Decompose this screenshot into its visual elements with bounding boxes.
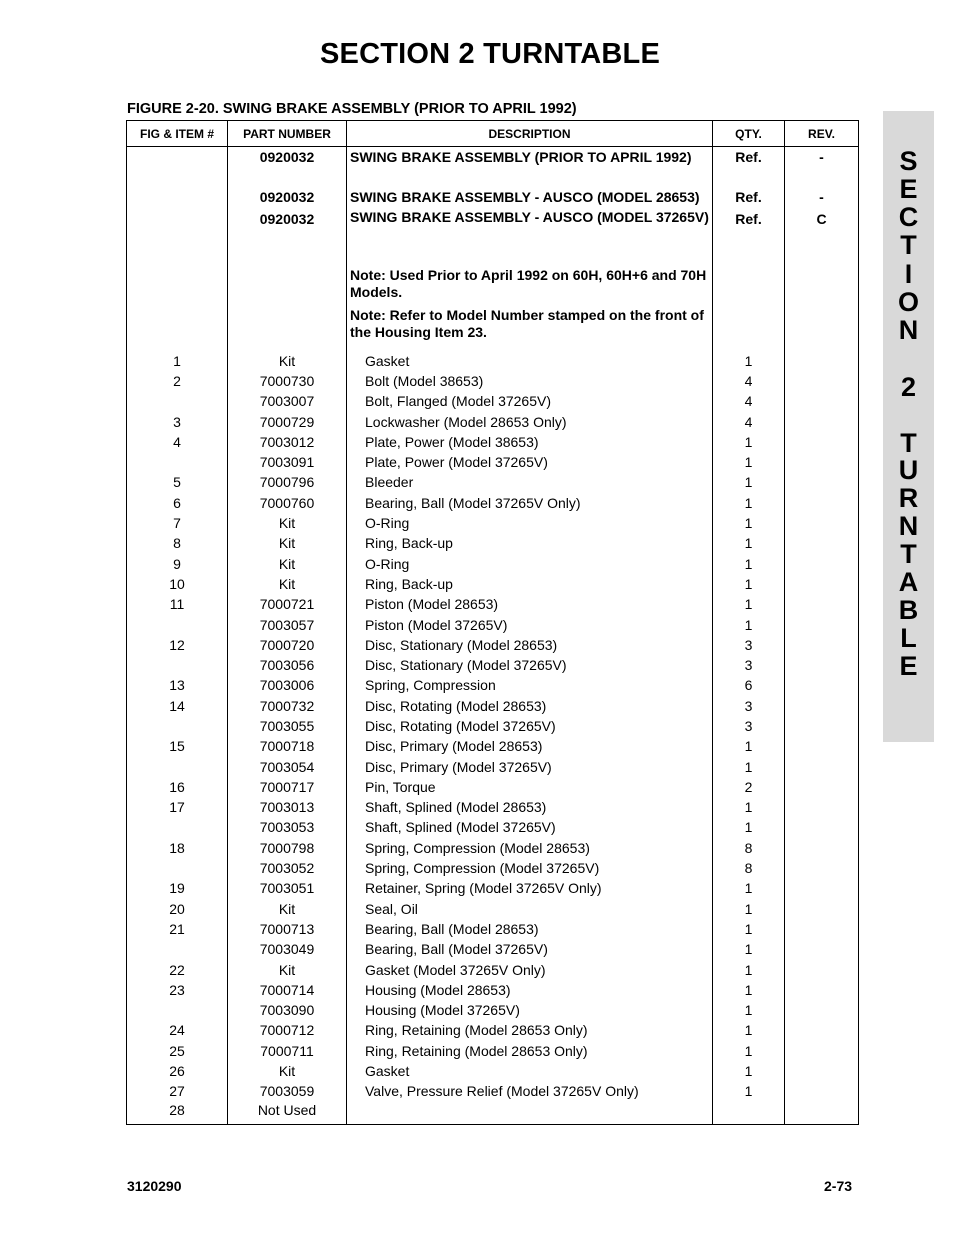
empty-cell bbox=[785, 305, 859, 351]
side-tab-letter: B bbox=[898, 595, 919, 625]
side-tab-letter: T bbox=[900, 539, 917, 569]
cell-part: 7000711 bbox=[228, 1041, 347, 1061]
cell-rev bbox=[785, 615, 859, 635]
table-row bbox=[127, 960, 859, 980]
cell-desc: Pin, Torque bbox=[347, 777, 713, 797]
cell-rev bbox=[785, 351, 859, 371]
cell-part: 7003049 bbox=[228, 940, 347, 960]
table-row bbox=[127, 980, 859, 1000]
cell-rev bbox=[785, 696, 859, 716]
table-row bbox=[127, 1001, 859, 1021]
cell-desc: Ring, Back-up bbox=[347, 574, 713, 594]
cell-part: 0920032 bbox=[228, 187, 347, 209]
cell-rev bbox=[785, 574, 859, 594]
cell-rev bbox=[785, 1021, 859, 1041]
cell-qty: 1 bbox=[713, 351, 785, 371]
cell-qty: 1 bbox=[713, 432, 785, 452]
cell-desc: Disc, Rotating (Model 37265V) bbox=[347, 716, 713, 736]
cell-desc: Bearing, Ball (Model 37265V) bbox=[347, 940, 713, 960]
table-row bbox=[127, 716, 859, 736]
cell-fig: 11 bbox=[127, 595, 228, 615]
cell-qty: 4 bbox=[713, 392, 785, 412]
side-tab-letter: N bbox=[898, 315, 919, 345]
cell-desc: Piston (Model 37265V) bbox=[347, 615, 713, 635]
table-row bbox=[127, 371, 859, 391]
cell-part: 7000718 bbox=[228, 737, 347, 757]
cell-fig: 6 bbox=[127, 493, 228, 513]
cell-qty: 1 bbox=[713, 960, 785, 980]
note-text: Note: Refer to Model Number stamped on the front of the Housing Item 23. bbox=[347, 305, 713, 351]
cell-fig: 9 bbox=[127, 554, 228, 574]
cell-rev bbox=[785, 980, 859, 1000]
cell-qty: 1 bbox=[713, 1001, 785, 1021]
cell-rev bbox=[785, 1001, 859, 1021]
cell-part: Not Used bbox=[228, 1102, 347, 1125]
cell-qty: 1 bbox=[713, 1082, 785, 1102]
table-row bbox=[127, 899, 859, 919]
cell-desc: Gasket bbox=[347, 351, 713, 371]
section-side-tab bbox=[883, 111, 934, 742]
cell-part: 7000721 bbox=[228, 595, 347, 615]
cell-rev bbox=[785, 595, 859, 615]
cell-part: 7000720 bbox=[228, 635, 347, 655]
cell-fig: 15 bbox=[127, 737, 228, 757]
table-row bbox=[127, 187, 859, 209]
cell-part: 7003007 bbox=[228, 392, 347, 412]
table-row bbox=[127, 879, 859, 899]
cell-qty: 1 bbox=[713, 1021, 785, 1041]
side-tab-letter: A bbox=[898, 567, 919, 597]
cell-rev bbox=[785, 818, 859, 838]
cell-part: Kit bbox=[228, 574, 347, 594]
cell-desc: Bolt, Flanged (Model 37265V) bbox=[347, 392, 713, 412]
cell-rev bbox=[785, 777, 859, 797]
cell-rev bbox=[785, 554, 859, 574]
cell-fig bbox=[127, 209, 228, 265]
cell-fig: 25 bbox=[127, 1041, 228, 1061]
cell-qty: 1 bbox=[713, 798, 785, 818]
table-row bbox=[127, 757, 859, 777]
cell-rev: C bbox=[785, 209, 859, 265]
cell-part: 7003052 bbox=[228, 858, 347, 878]
cell-qty: 8 bbox=[713, 838, 785, 858]
cell-part: Kit bbox=[228, 513, 347, 533]
cell-part: 7003090 bbox=[228, 1001, 347, 1021]
cell-part: 7003057 bbox=[228, 615, 347, 635]
side-tab-letter: U bbox=[898, 455, 919, 485]
cell-part: 7003056 bbox=[228, 655, 347, 675]
table-row bbox=[127, 554, 859, 574]
cell-rev bbox=[785, 798, 859, 818]
cell-qty: Ref. bbox=[713, 147, 785, 188]
empty-cell bbox=[785, 265, 859, 305]
empty-cell bbox=[713, 265, 785, 305]
cell-desc: SWING BRAKE ASSEMBLY - AUSCO (MODEL 37265V) bbox=[347, 209, 713, 265]
cell-fig: 21 bbox=[127, 919, 228, 939]
cell-fig: 16 bbox=[127, 777, 228, 797]
cell-rev bbox=[785, 1041, 859, 1061]
cell-qty: 1 bbox=[713, 737, 785, 757]
cell-fig: 4 bbox=[127, 432, 228, 452]
cell-fig bbox=[127, 147, 228, 188]
side-tab-letter: L bbox=[900, 623, 917, 653]
cell-part: 7003012 bbox=[228, 432, 347, 452]
cell-fig bbox=[127, 818, 228, 838]
cell-qty: 1 bbox=[713, 980, 785, 1000]
cell-desc: Housing (Model 37265V) bbox=[347, 1001, 713, 1021]
header-fig-item: FIG & ITEM # bbox=[127, 121, 228, 147]
document-number: 3120290 bbox=[127, 1178, 182, 1194]
side-tab-letter: E bbox=[899, 174, 918, 204]
table-row bbox=[127, 737, 859, 757]
cell-rev bbox=[785, 940, 859, 960]
table-row bbox=[127, 655, 859, 675]
side-tab-letter: E bbox=[899, 651, 918, 681]
table-row bbox=[127, 919, 859, 939]
cell-desc: Bearing, Ball (Model 28653) bbox=[347, 919, 713, 939]
table-row bbox=[127, 676, 859, 696]
cell-fig: 23 bbox=[127, 980, 228, 1000]
cell-desc: Seal, Oil bbox=[347, 899, 713, 919]
cell-desc: Gasket bbox=[347, 1061, 713, 1081]
cell-rev bbox=[785, 757, 859, 777]
table-row bbox=[127, 473, 859, 493]
cell-rev bbox=[785, 838, 859, 858]
cell-qty: 1 bbox=[713, 473, 785, 493]
cell-desc: Spring, Compression bbox=[347, 676, 713, 696]
cell-rev: - bbox=[785, 187, 859, 209]
cell-desc: O-Ring bbox=[347, 513, 713, 533]
page-number: 2-73 bbox=[824, 1178, 853, 1194]
cell-desc: SWING BRAKE ASSEMBLY - AUSCO (MODEL 28653) bbox=[347, 187, 713, 209]
empty-cell bbox=[127, 265, 228, 305]
cell-fig: 8 bbox=[127, 534, 228, 554]
cell-qty: 3 bbox=[713, 716, 785, 736]
cell-qty: 1 bbox=[713, 899, 785, 919]
cell-rev bbox=[785, 716, 859, 736]
cell-qty: 1 bbox=[713, 940, 785, 960]
cell-fig: 28 bbox=[127, 1102, 228, 1125]
cell-rev bbox=[785, 1061, 859, 1081]
cell-qty: 8 bbox=[713, 858, 785, 878]
cell-qty: 1 bbox=[713, 554, 785, 574]
cell-qty: 3 bbox=[713, 696, 785, 716]
table-row bbox=[127, 1082, 859, 1102]
table-row bbox=[127, 1061, 859, 1081]
cell-rev bbox=[785, 899, 859, 919]
cell-fig: 12 bbox=[127, 635, 228, 655]
cell-part: Kit bbox=[228, 899, 347, 919]
cell-rev bbox=[785, 1082, 859, 1102]
side-tab-letter: T bbox=[900, 230, 917, 260]
cell-fig: 5 bbox=[127, 473, 228, 493]
cell-qty: 1 bbox=[713, 513, 785, 533]
cell-desc: Piston (Model 28653) bbox=[347, 595, 713, 615]
figure-title: FIGURE 2-20. SWING BRAKE ASSEMBLY (PRIOR TO APRIL 1992) bbox=[127, 101, 577, 117]
cell-rev bbox=[785, 737, 859, 757]
empty-cell bbox=[228, 305, 347, 351]
cell-rev bbox=[785, 919, 859, 939]
cell-rev bbox=[785, 676, 859, 696]
cell-part: 7003051 bbox=[228, 879, 347, 899]
cell-part: Kit bbox=[228, 1061, 347, 1081]
table-row bbox=[127, 1021, 859, 1041]
table-row bbox=[127, 595, 859, 615]
cell-rev bbox=[785, 1102, 859, 1125]
note-row bbox=[127, 265, 859, 305]
cell-part: 7000729 bbox=[228, 412, 347, 432]
note-text: Note: Used Prior to April 1992 on 60H, 60H+6 and 70H Models. bbox=[347, 265, 713, 305]
cell-qty: Ref. bbox=[713, 187, 785, 209]
cell-qty: 1 bbox=[713, 757, 785, 777]
side-tab-letter: N bbox=[898, 511, 919, 541]
table-row bbox=[127, 493, 859, 513]
side-tab-letter: 2 bbox=[900, 372, 917, 402]
table-row bbox=[127, 777, 859, 797]
cell-rev bbox=[785, 534, 859, 554]
cell-fig: 10 bbox=[127, 574, 228, 594]
cell-fig: 7 bbox=[127, 513, 228, 533]
cell-desc: Gasket (Model 37265V Only) bbox=[347, 960, 713, 980]
cell-qty: 1 bbox=[713, 1061, 785, 1081]
cell-desc: Ring, Retaining (Model 28653 Only) bbox=[347, 1041, 713, 1061]
table-row bbox=[127, 838, 859, 858]
parts-table bbox=[126, 120, 859, 1125]
cell-fig bbox=[127, 1001, 228, 1021]
cell-rev bbox=[785, 655, 859, 675]
cell-qty: 1 bbox=[713, 493, 785, 513]
cell-desc: Housing (Model 28653) bbox=[347, 980, 713, 1000]
cell-rev bbox=[785, 371, 859, 391]
cell-rev bbox=[785, 513, 859, 533]
cell-rev bbox=[785, 960, 859, 980]
cell-desc: Spring, Compression (Model 28653) bbox=[347, 838, 713, 858]
side-tab-letter: C bbox=[898, 202, 919, 232]
cell-qty bbox=[713, 1102, 785, 1125]
cell-fig: 27 bbox=[127, 1082, 228, 1102]
cell-part: 7003006 bbox=[228, 676, 347, 696]
cell-fig: 13 bbox=[127, 676, 228, 696]
cell-fig bbox=[127, 392, 228, 412]
table-row bbox=[127, 1041, 859, 1061]
cell-desc: Bearing, Ball (Model 37265V Only) bbox=[347, 493, 713, 513]
cell-qty: 4 bbox=[713, 412, 785, 432]
table-row bbox=[127, 696, 859, 716]
cell-qty: 3 bbox=[713, 655, 785, 675]
cell-part: 7000717 bbox=[228, 777, 347, 797]
side-tab-letter: R bbox=[898, 483, 919, 513]
table-row bbox=[127, 412, 859, 432]
cell-rev bbox=[785, 412, 859, 432]
cell-qty: 4 bbox=[713, 371, 785, 391]
cell-qty: 1 bbox=[713, 595, 785, 615]
cell-part: 7000732 bbox=[228, 696, 347, 716]
cell-fig: 18 bbox=[127, 838, 228, 858]
cell-rev bbox=[785, 392, 859, 412]
cell-qty: 1 bbox=[713, 919, 785, 939]
cell-fig bbox=[127, 615, 228, 635]
cell-desc: Spring, Compression (Model 37265V) bbox=[347, 858, 713, 878]
table-row bbox=[127, 452, 859, 472]
cell-fig bbox=[127, 757, 228, 777]
cell-fig bbox=[127, 716, 228, 736]
table-row bbox=[127, 635, 859, 655]
table-row bbox=[127, 534, 859, 554]
cell-desc: Disc, Stationary (Model 37265V) bbox=[347, 655, 713, 675]
cell-desc: Shaft, Splined (Model 28653) bbox=[347, 798, 713, 818]
header-part-number: PART NUMBER bbox=[228, 121, 347, 147]
cell-fig bbox=[127, 858, 228, 878]
table-row bbox=[127, 615, 859, 635]
cell-fig: 1 bbox=[127, 351, 228, 371]
cell-part: 7000798 bbox=[228, 838, 347, 858]
cell-desc: Disc, Primary (Model 37265V) bbox=[347, 757, 713, 777]
table-row bbox=[127, 858, 859, 878]
cell-part: Kit bbox=[228, 554, 347, 574]
cell-desc: Lockwasher (Model 28653 Only) bbox=[347, 412, 713, 432]
table-row bbox=[127, 392, 859, 412]
cell-desc: O-Ring bbox=[347, 554, 713, 574]
cell-fig bbox=[127, 655, 228, 675]
cell-part: 7000712 bbox=[228, 1021, 347, 1041]
cell-rev bbox=[785, 432, 859, 452]
cell-desc: Shaft, Splined (Model 37265V) bbox=[347, 818, 713, 838]
cell-part: 7000796 bbox=[228, 473, 347, 493]
cell-rev bbox=[785, 473, 859, 493]
cell-desc: Bleeder bbox=[347, 473, 713, 493]
table-row bbox=[127, 351, 859, 371]
cell-fig: 24 bbox=[127, 1021, 228, 1041]
cell-qty: 1 bbox=[713, 1041, 785, 1061]
table-row bbox=[127, 432, 859, 452]
cell-rev bbox=[785, 452, 859, 472]
table-row bbox=[127, 818, 859, 838]
cell-qty: 1 bbox=[713, 452, 785, 472]
cell-desc: Ring, Back-up bbox=[347, 534, 713, 554]
cell-desc: Valve, Pressure Relief (Model 37265V Only) bbox=[347, 1082, 713, 1102]
cell-fig: 20 bbox=[127, 899, 228, 919]
table-row bbox=[127, 798, 859, 818]
cell-part: 7000713 bbox=[228, 919, 347, 939]
side-tab-letter: S bbox=[899, 146, 918, 176]
empty-cell bbox=[228, 265, 347, 305]
side-tab-letter: O bbox=[897, 287, 919, 317]
cell-part: 7003053 bbox=[228, 818, 347, 838]
cell-part: Kit bbox=[228, 351, 347, 371]
cell-fig bbox=[127, 452, 228, 472]
cell-fig: 17 bbox=[127, 798, 228, 818]
cell-part: 7003054 bbox=[228, 757, 347, 777]
cell-qty: 1 bbox=[713, 574, 785, 594]
cell-qty: 2 bbox=[713, 777, 785, 797]
side-tab-letter: T bbox=[900, 428, 917, 458]
header-rev: REV. bbox=[785, 121, 859, 147]
cell-part: 7000730 bbox=[228, 371, 347, 391]
cell-rev: - bbox=[785, 147, 859, 188]
cell-fig bbox=[127, 940, 228, 960]
cell-rev bbox=[785, 635, 859, 655]
cell-part: Kit bbox=[228, 960, 347, 980]
side-tab-letter: I bbox=[904, 259, 913, 289]
cell-qty: 1 bbox=[713, 879, 785, 899]
cell-desc: Ring, Retaining (Model 28653 Only) bbox=[347, 1021, 713, 1041]
cell-fig: 3 bbox=[127, 412, 228, 432]
cell-part: 7000760 bbox=[228, 493, 347, 513]
header-qty: QTY. bbox=[713, 121, 785, 147]
cell-qty: 3 bbox=[713, 635, 785, 655]
cell-desc: Disc, Primary (Model 28653) bbox=[347, 737, 713, 757]
table-row bbox=[127, 574, 859, 594]
note-row bbox=[127, 305, 859, 351]
table-row bbox=[127, 1102, 859, 1125]
table-row bbox=[127, 940, 859, 960]
empty-cell bbox=[127, 305, 228, 351]
cell-qty: 1 bbox=[713, 615, 785, 635]
cell-qty: 1 bbox=[713, 534, 785, 554]
cell-rev bbox=[785, 858, 859, 878]
header-description: DESCRIPTION bbox=[347, 121, 713, 147]
table-row bbox=[127, 147, 859, 188]
parts-table-body bbox=[127, 147, 859, 1125]
cell-qty: Ref. bbox=[713, 209, 785, 265]
cell-desc bbox=[347, 1102, 713, 1125]
cell-desc: Disc, Rotating (Model 28653) bbox=[347, 696, 713, 716]
cell-part: 7003013 bbox=[228, 798, 347, 818]
empty-cell bbox=[713, 305, 785, 351]
cell-rev bbox=[785, 879, 859, 899]
cell-rev bbox=[785, 493, 859, 513]
cell-fig: 26 bbox=[127, 1061, 228, 1081]
cell-desc: Retainer, Spring (Model 37265V Only) bbox=[347, 879, 713, 899]
table-row bbox=[127, 209, 859, 265]
cell-desc: Plate, Power (Model 38653) bbox=[347, 432, 713, 452]
cell-part: Kit bbox=[228, 534, 347, 554]
cell-fig: 2 bbox=[127, 371, 228, 391]
cell-desc: Disc, Stationary (Model 28653) bbox=[347, 635, 713, 655]
table-row bbox=[127, 513, 859, 533]
table-header-row bbox=[127, 121, 859, 147]
cell-part: 7003055 bbox=[228, 716, 347, 736]
cell-desc: Plate, Power (Model 37265V) bbox=[347, 452, 713, 472]
cell-fig bbox=[127, 187, 228, 209]
cell-part: 7000714 bbox=[228, 980, 347, 1000]
cell-desc: Bolt (Model 38653) bbox=[347, 371, 713, 391]
cell-part: 0920032 bbox=[228, 209, 347, 265]
cell-qty: 1 bbox=[713, 818, 785, 838]
cell-fig: 14 bbox=[127, 696, 228, 716]
cell-fig: 19 bbox=[127, 879, 228, 899]
cell-fig: 22 bbox=[127, 960, 228, 980]
section-title: SECTION 2 TURNTABLE bbox=[320, 38, 660, 70]
cell-desc: SWING BRAKE ASSEMBLY (PRIOR TO APRIL 1992) bbox=[347, 147, 713, 188]
cell-part: 7003091 bbox=[228, 452, 347, 472]
cell-qty: 6 bbox=[713, 676, 785, 696]
cell-part: 0920032 bbox=[228, 147, 347, 188]
cell-part: 7003059 bbox=[228, 1082, 347, 1102]
